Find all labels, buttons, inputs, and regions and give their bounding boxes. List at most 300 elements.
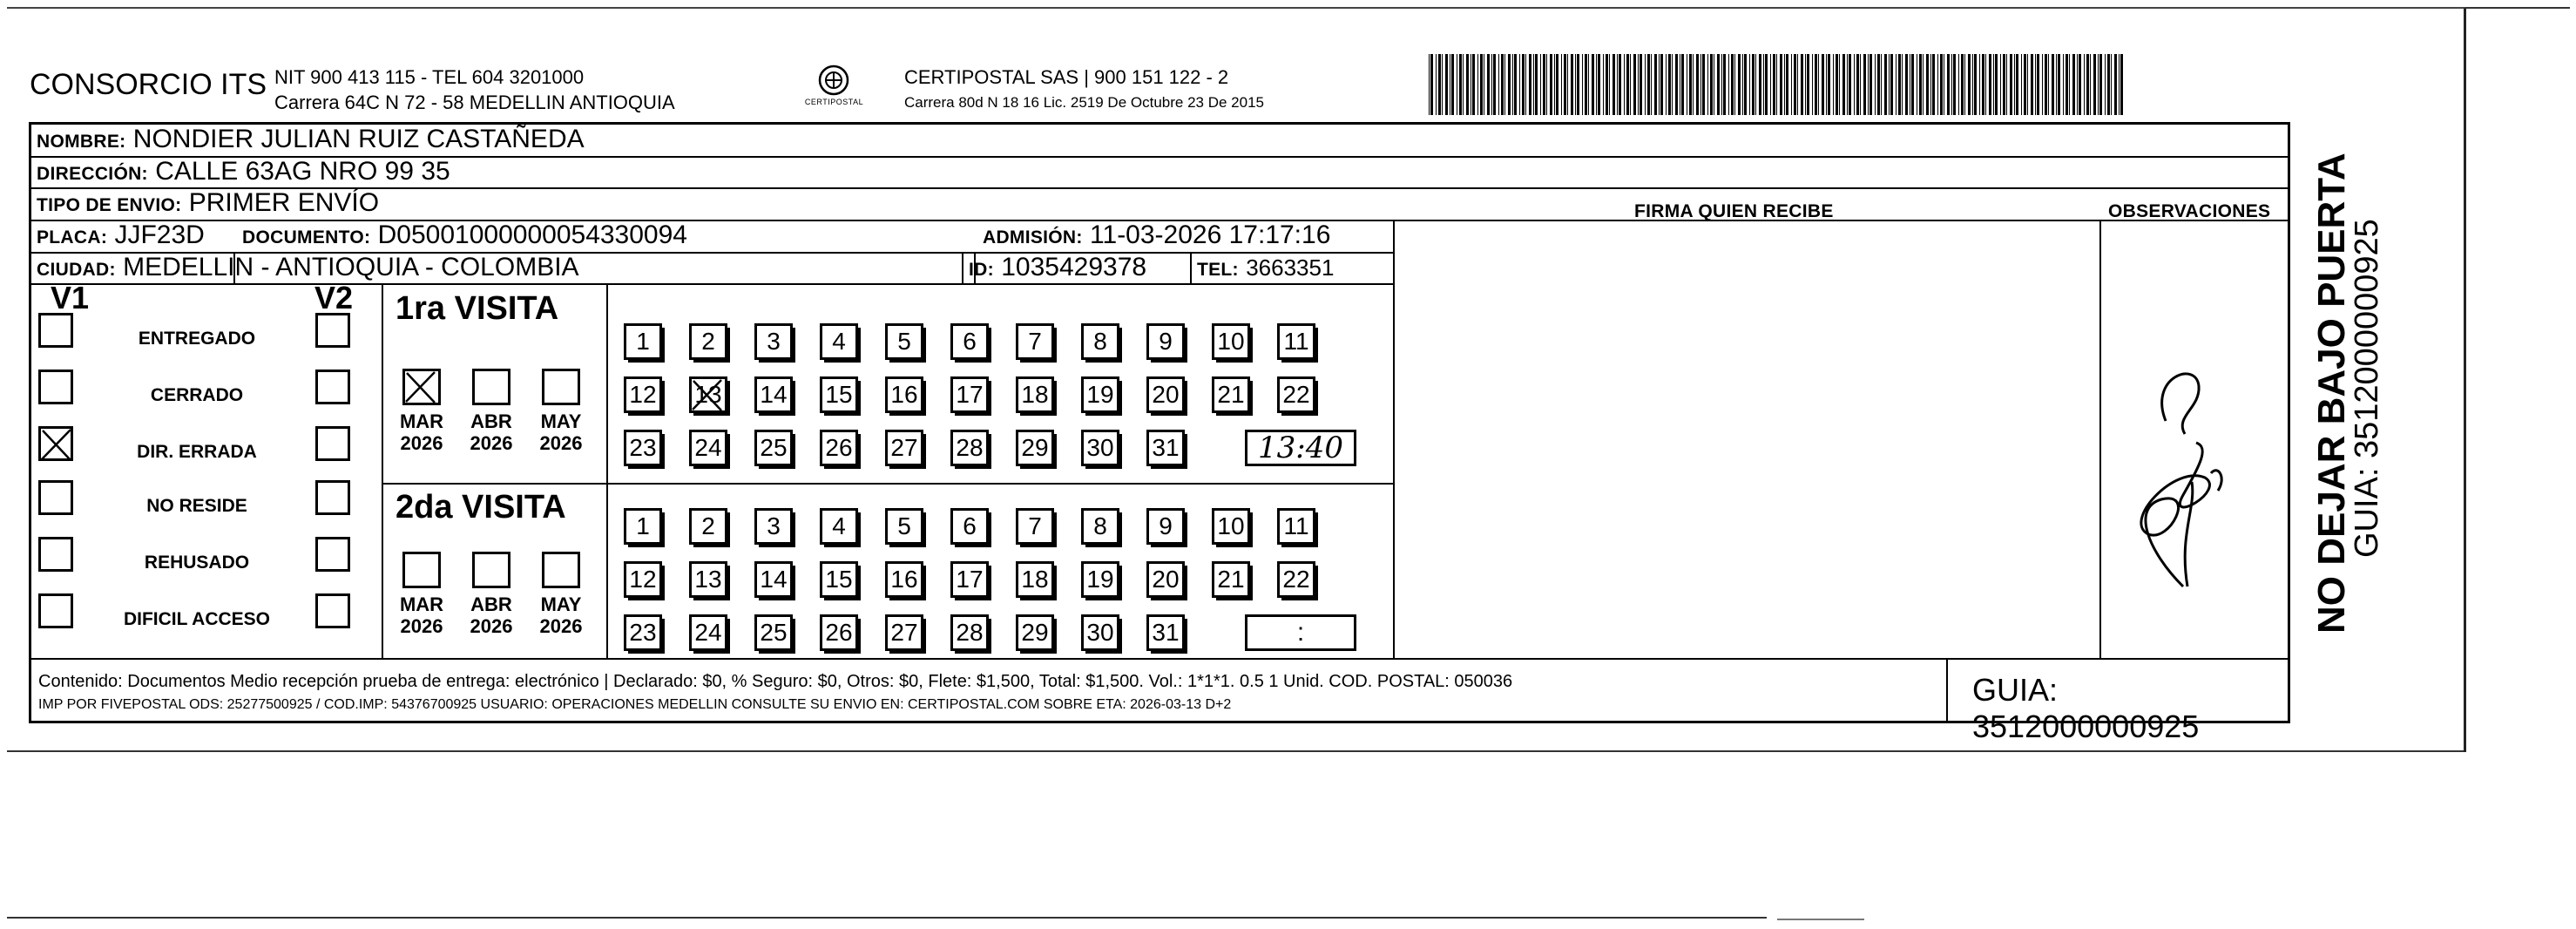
- barcode-bar: [1818, 54, 1819, 115]
- barcode-bar: [1472, 54, 1475, 115]
- day-box[interactable]: 29: [1016, 430, 1054, 466]
- barcode-bar: [1731, 54, 1734, 115]
- day-box[interactable]: 20: [1146, 561, 1185, 598]
- barcode-bar: [1535, 54, 1538, 115]
- barcode-bar: [1501, 54, 1504, 115]
- day-box[interactable]: 21: [1212, 376, 1250, 413]
- barcode-bar: [1512, 54, 1513, 115]
- barcode-bar: [1839, 54, 1840, 115]
- barcode-bar: [2058, 54, 2060, 115]
- barcode-bar: [2098, 54, 2099, 115]
- day-box[interactable]: 20: [1146, 376, 1185, 413]
- barcode-bar: [2031, 54, 2033, 115]
- v1-checkbox[interactable]: [38, 537, 73, 572]
- barcode-bar: [1710, 54, 1713, 115]
- barcode-bar: [1445, 54, 1448, 115]
- visit1-time[interactable]: 13:40: [1245, 430, 1356, 466]
- month-checkbox[interactable]: [472, 369, 510, 405]
- barcode-bar: [1613, 54, 1615, 115]
- barcode-bar: [1598, 54, 1600, 115]
- barcode-bar: [1989, 54, 1991, 115]
- barcode-bar: [1890, 54, 1893, 115]
- tel-cell: [1197, 253, 1334, 282]
- barcode-bar: [1833, 54, 1834, 115]
- day-box[interactable]: 4: [820, 508, 858, 545]
- day-box[interactable]: 24: [689, 614, 727, 651]
- day-box[interactable]: 22: [1277, 561, 1315, 598]
- barcode-bar: [1974, 54, 1977, 115]
- day-box[interactable]: 16: [885, 376, 923, 413]
- x-mark-icon: [39, 427, 74, 462]
- x-mark-icon: [690, 377, 725, 412]
- day-box[interactable]: 11: [1277, 508, 1315, 545]
- barcode-bar: [1877, 54, 1880, 115]
- direccion-row: [37, 157, 450, 186]
- tipo-row: [37, 188, 379, 218]
- barcode-bar: [1442, 54, 1443, 115]
- day-box[interactable]: 4: [820, 323, 858, 360]
- outer-frame-bottom: [7, 745, 2464, 752]
- barcode-bar: [2077, 54, 2078, 115]
- day-box[interactable]: 26: [820, 614, 858, 651]
- barcode-bar: [1700, 54, 1701, 115]
- barcode-bar: [1985, 54, 1986, 115]
- barcode-bar: [1875, 54, 1876, 115]
- month-checkbox[interactable]: [472, 552, 510, 588]
- barcode-bar: [1647, 54, 1650, 115]
- barcode-bar: [1543, 54, 1545, 115]
- barcode-bar: [1784, 54, 1785, 115]
- day-box[interactable]: 30: [1081, 614, 1119, 651]
- day-box[interactable]: 27: [885, 430, 923, 466]
- tel-value: 3663351: [1246, 254, 1335, 281]
- barcode-bar: [1744, 54, 1747, 115]
- barcode-bar: [1514, 54, 1517, 115]
- tel-label: TEL:: [1197, 260, 1239, 280]
- barcode-bar: [2084, 54, 2085, 115]
- barcode-bar: [1860, 54, 1861, 115]
- admision-label: ADMISIÓN:: [983, 227, 1083, 248]
- admision-cell: [983, 220, 1330, 250]
- barcode-bar: [1430, 54, 1433, 115]
- day-box[interactable]: 19: [1081, 561, 1119, 598]
- barcode-bar: [1869, 54, 1872, 115]
- barcode-bar: [1672, 54, 1673, 115]
- contenido-line: Contenido: Documentos Medio recepción prueba de entrega: electrónico | Declarado: $0, % Seguro: $0, Otros: $0, Flete: $1,500, Total: $1,500. Vol.: 1*1*1. 0.5 1 Unid. COD. POSTAL: 050036: [38, 672, 1513, 691]
- barcode-bar: [1937, 54, 1938, 115]
- status-label: NO RESIDE: [146, 496, 247, 516]
- v2-checkbox[interactable]: [315, 480, 350, 515]
- barcode-bar: [2105, 54, 2106, 115]
- day-box[interactable]: 9: [1146, 508, 1185, 545]
- barcode-bar: [1529, 54, 1531, 115]
- barcode-bar: [1982, 54, 1984, 115]
- ciudad-cell: [37, 253, 579, 282]
- observaciones-label: OBSERVACIONES: [2108, 201, 2271, 221]
- barcode-bar: [1626, 54, 1629, 115]
- barcode-bar: [2006, 54, 2007, 115]
- barcode-bar: [1742, 54, 1743, 115]
- certipostal-logo-icon: [815, 63, 853, 101]
- day-box[interactable]: 15: [820, 376, 858, 413]
- month-label: MAY 2026: [539, 593, 583, 637]
- side-guia: GUIA: 3512000000925: [2349, 219, 2385, 558]
- barcode-bar: [1660, 54, 1663, 115]
- barcode-bar: [1609, 54, 1610, 115]
- barcode-bar: [1554, 54, 1555, 115]
- barcode-bar: [1791, 54, 1792, 115]
- barcode-bar: [1763, 54, 1764, 115]
- id-cell: [969, 253, 1146, 282]
- barcode-bar: [1932, 54, 1935, 115]
- barcode-bar: [2066, 54, 2068, 115]
- barcode-bar: [1776, 54, 1777, 115]
- barcode-bar: [1571, 54, 1573, 115]
- barcode-bar: [1596, 54, 1597, 115]
- day-box[interactable]: 24: [689, 430, 727, 466]
- day-box[interactable]: 17: [950, 561, 989, 598]
- barcode-bar: [1617, 54, 1618, 115]
- barcode-bar: [1707, 54, 1708, 115]
- day-box[interactable]: 10: [1212, 323, 1250, 360]
- v2-checkbox[interactable]: [315, 370, 350, 404]
- day-box[interactable]: 10: [1212, 508, 1250, 545]
- direccion-value: CALLE 63AG NRO 99 35: [155, 157, 450, 186]
- v1-checkbox[interactable]: [38, 480, 73, 515]
- barcode-bar: [2093, 54, 2096, 115]
- placa-label: PLACA:: [37, 227, 108, 248]
- day-box[interactable]: 8: [1081, 508, 1119, 545]
- month-label: ABR 2026: [470, 410, 513, 454]
- barcode-bar: [1588, 54, 1589, 115]
- barcode-bar: [1911, 54, 1914, 115]
- barcode-bar: [1493, 54, 1496, 115]
- barcode-bar: [1463, 54, 1464, 115]
- barcode-bar: [2035, 54, 2036, 115]
- barcode-bar: [2063, 54, 2064, 115]
- day-box[interactable]: 8: [1081, 323, 1119, 360]
- month-checkbox[interactable]: [542, 369, 580, 405]
- barcode-bar: [1849, 54, 1851, 115]
- barcode-bar: [2042, 54, 2043, 115]
- month-label: MAR 2026: [399, 593, 444, 637]
- barcode-bar: [2037, 54, 2039, 115]
- day-box[interactable]: 29: [1016, 614, 1054, 651]
- barcode-bar: [1805, 54, 1806, 115]
- month-checkbox[interactable]: [542, 552, 580, 588]
- barcode-bar: [1561, 54, 1562, 115]
- direccion-label: DIRECCIÓN:: [37, 164, 148, 184]
- barcode-bar: [1689, 54, 1692, 115]
- month-label: MAR 2026: [399, 410, 444, 454]
- firma-label: FIRMA QUIEN RECIBE: [1634, 201, 1834, 221]
- barcode-bar: [1923, 54, 1924, 115]
- day-box[interactable]: 16: [885, 561, 923, 598]
- barcode-bar: [1668, 54, 1671, 115]
- barcode-bar: [2099, 54, 2102, 115]
- day-box[interactable]: 2: [689, 323, 727, 360]
- day-box[interactable]: 3: [754, 508, 793, 545]
- documento-cell: [242, 220, 687, 250]
- barcode-bar: [1504, 54, 1505, 115]
- day-box[interactable]: 22: [1277, 376, 1315, 413]
- v1-header: V1: [51, 280, 90, 315]
- barcode-bar: [1429, 54, 1430, 115]
- barcode-bar: [1786, 54, 1788, 115]
- barcode-bar: [1964, 54, 1965, 115]
- visit2-title: 2da VISITA: [396, 489, 566, 526]
- barcode-bar: [1550, 54, 1552, 115]
- carrier-name: CERTIPOSTAL SAS | 900 151 122 - 2: [904, 66, 1229, 88]
- barcode-bar: [1721, 54, 1722, 115]
- barcode-bar: [1868, 54, 1869, 115]
- barcode-bar: [1822, 54, 1824, 115]
- barcode-bar: [1863, 54, 1866, 115]
- v1-checkbox[interactable]: [38, 313, 73, 348]
- day-box[interactable]: 18: [1016, 376, 1054, 413]
- day-box[interactable]: 1: [624, 323, 662, 360]
- barcode-bar: [1854, 54, 1855, 115]
- barcode-bar: [1919, 54, 1922, 115]
- no-dejar-bajo-puerta: NO DEJAR BAJO PUERTA: [2310, 153, 2353, 634]
- barcode-bar: [1968, 54, 1971, 115]
- day-box[interactable]: 23: [624, 430, 662, 466]
- day-box[interactable]: 28: [950, 614, 989, 651]
- day-box[interactable]: 17: [950, 376, 989, 413]
- barcode-bar: [1702, 54, 1705, 115]
- barcode-bar: [1696, 54, 1699, 115]
- day-box[interactable]: 27: [885, 614, 923, 651]
- documento-value: D05001000000054330094: [377, 220, 687, 249]
- barcode-bar: [1451, 54, 1454, 115]
- barcode-bar: [1896, 54, 1897, 115]
- visit2-time[interactable]: :: [1245, 614, 1356, 651]
- day-box[interactable]: 7: [1016, 323, 1054, 360]
- v2-checkbox[interactable]: [315, 537, 350, 572]
- barcode-bar: [1842, 54, 1845, 115]
- day-box[interactable]: 28: [950, 430, 989, 466]
- barcode-bar: [1905, 54, 1908, 115]
- day-box[interactable]: 31: [1146, 430, 1185, 466]
- nombre-label: NOMBRE:: [37, 132, 126, 152]
- day-box[interactable]: 19: [1081, 376, 1119, 413]
- status-label: DIR. ERRADA: [137, 442, 257, 462]
- barcode-bar: [2114, 54, 2117, 115]
- barcode-bar: [1540, 54, 1541, 115]
- day-box[interactable]: 6: [950, 508, 989, 545]
- barcode-bar: [2069, 54, 2070, 115]
- status-label: CERRADO: [150, 385, 244, 405]
- firma-header: [1634, 194, 1834, 224]
- nombre-row: [37, 125, 585, 154]
- barcode-bar: [1995, 54, 1998, 115]
- company-nit: NIT 900 413 115 - TEL 604 3201000: [274, 66, 585, 88]
- barcode-bar: [1749, 54, 1750, 115]
- day-box[interactable]: 25: [754, 614, 793, 651]
- day-box[interactable]: 21: [1212, 561, 1250, 598]
- barcode-bar: [1575, 54, 1576, 115]
- barcode-bar: [1659, 54, 1660, 115]
- barcode-bar: [1619, 54, 1621, 115]
- carrier-info: [904, 64, 1264, 115]
- tipo-label: TIPO DE ENVIO:: [37, 195, 182, 215]
- barcode-bar: [1592, 54, 1594, 115]
- day-box[interactable]: 1: [624, 508, 662, 545]
- barcode-bar: [1723, 54, 1726, 115]
- id-value: 1035429378: [1001, 253, 1147, 281]
- day-box[interactable]: 2: [689, 508, 727, 545]
- barcode-bar: [1902, 54, 1903, 115]
- signature: [2113, 325, 2253, 604]
- barcode-bar: [1717, 54, 1720, 115]
- tipo-value: PRIMER ENVÍO: [188, 188, 380, 217]
- placa-value: JJF23D: [114, 220, 205, 249]
- carrier-address: Carrera 80d N 18 16 Lic. 2519 De Octubre 23 De 2015: [904, 94, 1264, 111]
- barcode-bar: [1606, 54, 1608, 115]
- day-box[interactable]: 5: [885, 323, 923, 360]
- barcode-bar: [1466, 54, 1469, 115]
- barcode-bar: [1567, 54, 1568, 115]
- day-box[interactable]: 6: [950, 323, 989, 360]
- barcode-bar: [2048, 54, 2049, 115]
- obs-header: [2108, 194, 2270, 224]
- admision-value: 11-03-2026 17:17:16: [1090, 220, 1331, 249]
- barcode-bar: [2016, 54, 2018, 115]
- barcode-bar: [1953, 54, 1956, 115]
- day-box[interactable]: 14: [754, 561, 793, 598]
- barcode-bar: [1972, 54, 1973, 115]
- status-label: DIFICIL ACCESO: [123, 609, 270, 629]
- barcode-bar: [1585, 54, 1587, 115]
- barcode-bar: [1738, 54, 1741, 115]
- ciudad-label: CIUDAD:: [37, 260, 116, 280]
- logo-caption: CERTIPOSTAL: [804, 98, 864, 106]
- day-box[interactable]: 12: [624, 376, 662, 413]
- barcode-bar: [2000, 54, 2001, 115]
- day-box[interactable]: 15: [820, 561, 858, 598]
- barcode-bar: [2003, 54, 2005, 115]
- day-box[interactable]: 7: [1016, 508, 1054, 545]
- status-label: REHUSADO: [144, 553, 250, 573]
- barcode-bar: [1801, 54, 1803, 115]
- barcode-bar: [2045, 54, 2047, 115]
- barcode-bar: [1765, 54, 1768, 115]
- barcode-bar: [1759, 54, 1761, 115]
- day-box[interactable]: 25: [754, 430, 793, 466]
- day-box[interactable]: 23: [624, 614, 662, 651]
- barcode-bar: [1728, 54, 1729, 115]
- barcode-bar: [1940, 54, 1943, 115]
- month-checkbox[interactable]: [402, 552, 441, 588]
- day-box[interactable]: 12: [624, 561, 662, 598]
- company-info: [274, 64, 675, 115]
- day-box[interactable]: 11: [1277, 323, 1315, 360]
- barcode-bar: [1477, 54, 1478, 115]
- day-box[interactable]: 13: [689, 376, 727, 413]
- corner-line: [2465, 7, 2570, 9]
- barcode-bar: [1624, 54, 1625, 115]
- barcode-bar: [1794, 54, 1796, 115]
- barcode-bar: [1926, 54, 1929, 115]
- barcode-bar: [1603, 54, 1604, 115]
- barcode-bar: [1951, 54, 1952, 115]
- barcode-bar: [2014, 54, 2015, 115]
- barcode-bar: [2024, 54, 2026, 115]
- day-box[interactable]: 14: [754, 376, 793, 413]
- barcode-bar: [2119, 54, 2120, 115]
- barcode-bar: [2107, 54, 2110, 115]
- barcode-bar: [1522, 54, 1525, 115]
- barcode-bar: [1525, 54, 1526, 115]
- day-box[interactable]: 31: [1146, 614, 1185, 651]
- v1-checkbox[interactable]: [38, 370, 73, 404]
- barcode-bar: [2027, 54, 2028, 115]
- guia-footer: GUIA: 3512000000925: [1972, 672, 2200, 744]
- barcode-bar: [2052, 54, 2054, 115]
- nombre-value: NONDIER JULIAN RUIZ CASTAÑEDA: [132, 125, 585, 153]
- visit1-title: 1ra VISITA: [396, 290, 559, 327]
- barcode-bar: [1828, 54, 1830, 115]
- barcode-bar: [2111, 54, 2112, 115]
- barcode-bar: [1755, 54, 1756, 115]
- month-checkbox[interactable]: [402, 369, 441, 405]
- barcode-bar: [2090, 54, 2091, 115]
- barcode-bar: [1958, 54, 1959, 115]
- placa-cell: [37, 220, 205, 250]
- day-box[interactable]: 30: [1081, 430, 1119, 466]
- barcode-bar: [1812, 54, 1813, 115]
- barcode-bar: [2086, 54, 2089, 115]
- barcode-bar: [1533, 54, 1534, 115]
- barcode-bar: [1856, 54, 1859, 115]
- day-box[interactable]: 5: [885, 508, 923, 545]
- barcode-bar: [1582, 54, 1583, 115]
- barcode-bar: [1930, 54, 1931, 115]
- day-box[interactable]: 26: [820, 430, 858, 466]
- barcode-bar: [2120, 54, 2123, 115]
- barcode-bar: [1436, 54, 1437, 115]
- company-address: Carrera 64C N 72 - 58 MEDELLIN ANTIOQUIA: [274, 92, 675, 113]
- imp-line: IMP POR FIVEPOSTAL ODS: 25277500925 / COD.IMP: 54376700925 USUARIO: OPERACIONES MEDELLIN CONSULTE SU ENVIO EN: CERTIPOSTAL.COM SOBRE ETA: 2026-03-13 D+2: [38, 697, 1232, 712]
- barcode-bar: [1638, 54, 1639, 115]
- v2-checkbox[interactable]: [315, 313, 350, 348]
- barcode: [1429, 54, 2126, 115]
- barcode-bar: [1645, 54, 1646, 115]
- barcode-bar: [1519, 54, 1520, 115]
- x-mark-icon: [403, 370, 438, 404]
- barcode-bar: [1752, 54, 1755, 115]
- barcode-bar: [1640, 54, 1642, 115]
- day-box[interactable]: 13: [689, 561, 727, 598]
- day-box[interactable]: 9: [1146, 323, 1185, 360]
- day-box[interactable]: 3: [754, 323, 793, 360]
- barcode-bar: [2079, 54, 2081, 115]
- v2-checkbox[interactable]: [315, 593, 350, 628]
- day-box[interactable]: 18: [1016, 561, 1054, 598]
- page-bottom-line-tail: [1777, 919, 1864, 920]
- barcode-bar: [1487, 54, 1490, 115]
- v2-checkbox[interactable]: [315, 426, 350, 461]
- barcode-bar: [1480, 54, 1483, 115]
- id-label: ID:: [969, 260, 994, 280]
- barcode-bar: [2010, 54, 2012, 115]
- barcode-bar: [1630, 54, 1631, 115]
- v1-checkbox[interactable]: [38, 426, 73, 461]
- v1-checkbox[interactable]: [38, 593, 73, 628]
- barcode-bar: [1884, 54, 1887, 115]
- barcode-bar: [1898, 54, 1901, 115]
- barcode-bar: [1498, 54, 1499, 115]
